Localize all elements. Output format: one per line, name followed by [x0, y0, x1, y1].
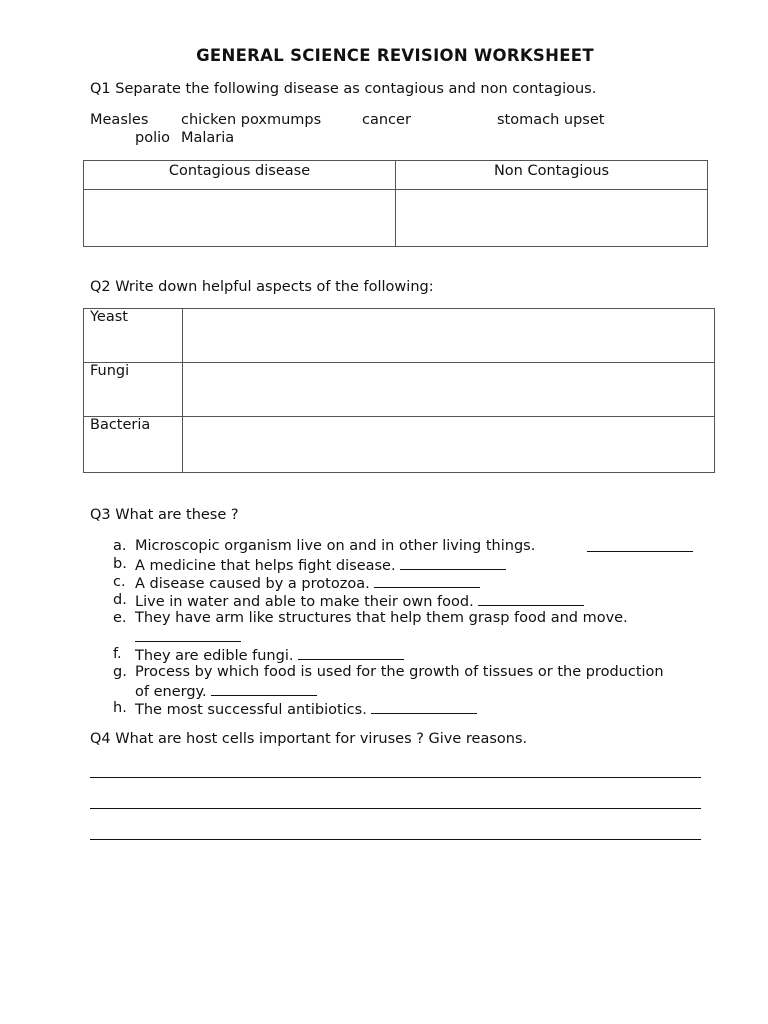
q3-item-a	[135, 537, 535, 555]
q2-question: Q2 Write down helpful aspects of the following:	[90, 279, 434, 295]
q3-question: Q3 What are these ?	[90, 507, 239, 523]
non-contagious-answer-cell[interactable]	[396, 190, 708, 247]
item-marker: b.	[113, 556, 127, 572]
answer-blank-f[interactable]	[298, 645, 404, 660]
fungi-answer-cell[interactable]	[183, 363, 715, 417]
yeast-answer-cell[interactable]	[183, 309, 715, 363]
disease-stomach-upset: stomach upset	[497, 112, 605, 128]
row-label-bacteria: Bacteria	[84, 417, 183, 473]
answer-line-1[interactable]	[90, 777, 701, 778]
disease-chicken-pox-mumps: chicken poxmumps	[181, 112, 322, 128]
answer-blank-e[interactable]	[135, 627, 241, 642]
item-text: They have arm like structures that help them grasp food and move.	[135, 610, 628, 626]
item-text: A disease caused by a protozoa.	[135, 576, 370, 592]
item-marker: h.	[113, 700, 127, 716]
q1-table	[83, 160, 708, 247]
q3-item-d	[135, 591, 584, 611]
item-marker: d.	[113, 592, 127, 608]
q3-item-b	[135, 555, 506, 575]
answer-blank-d[interactable]	[478, 591, 584, 606]
q2-table	[83, 308, 715, 473]
item-text: Live in water and able to make their own food.	[135, 594, 474, 610]
item-text: A medicine that helps fight disease.	[135, 558, 396, 574]
item-text: They are edible fungi.	[135, 648, 294, 664]
disease-measles: Measles	[90, 112, 149, 128]
contagious-answer-cell[interactable]	[84, 190, 396, 247]
disease-cancer: cancer	[362, 112, 411, 128]
row-label-yeast: Yeast	[84, 309, 183, 363]
answer-line-3[interactable]	[90, 839, 701, 840]
answer-blank-h[interactable]	[371, 699, 477, 714]
q3-item-g	[135, 663, 664, 681]
item-text: Process by which food is used for the growth of tissues or the production	[135, 664, 664, 680]
answer-line-2[interactable]	[90, 808, 701, 809]
q3-item-c	[135, 573, 480, 593]
q3-item-e	[135, 609, 628, 627]
bacteria-answer-cell[interactable]	[183, 417, 715, 473]
q4-question: Q4 What are host cells important for viruses ? Give reasons.	[90, 731, 528, 747]
disease-malaria: Malaria	[181, 130, 235, 146]
disease-polio: polio	[135, 130, 171, 146]
item-text-continued: of energy.	[135, 684, 207, 700]
item-marker: f.	[113, 646, 122, 662]
page-title: GENERAL SCIENCE REVISION WORKSHEET	[196, 46, 594, 65]
answer-blank-c[interactable]	[374, 573, 480, 588]
item-text: The most successful antibiotics.	[135, 702, 367, 718]
q3-item-h	[135, 699, 477, 719]
q3-item-f	[135, 645, 404, 665]
q1-question: Q1 Separate the following disease as contagious and non contagious.	[90, 81, 597, 97]
q3-item-g-continued	[135, 681, 317, 701]
header-non-contagious: Non Contagious	[396, 161, 708, 190]
answer-blank-b[interactable]	[400, 555, 506, 570]
item-marker: a.	[113, 538, 127, 554]
item-marker: e.	[113, 610, 127, 626]
item-marker: c.	[113, 574, 126, 590]
answer-blank-a[interactable]	[587, 537, 693, 552]
item-text: Microscopic organism live on and in other living things.	[135, 538, 536, 554]
header-contagious: Contagious disease	[84, 161, 396, 190]
item-marker: g.	[113, 664, 127, 680]
answer-blank-g[interactable]	[211, 681, 317, 696]
row-label-fungi: Fungi	[84, 363, 183, 417]
